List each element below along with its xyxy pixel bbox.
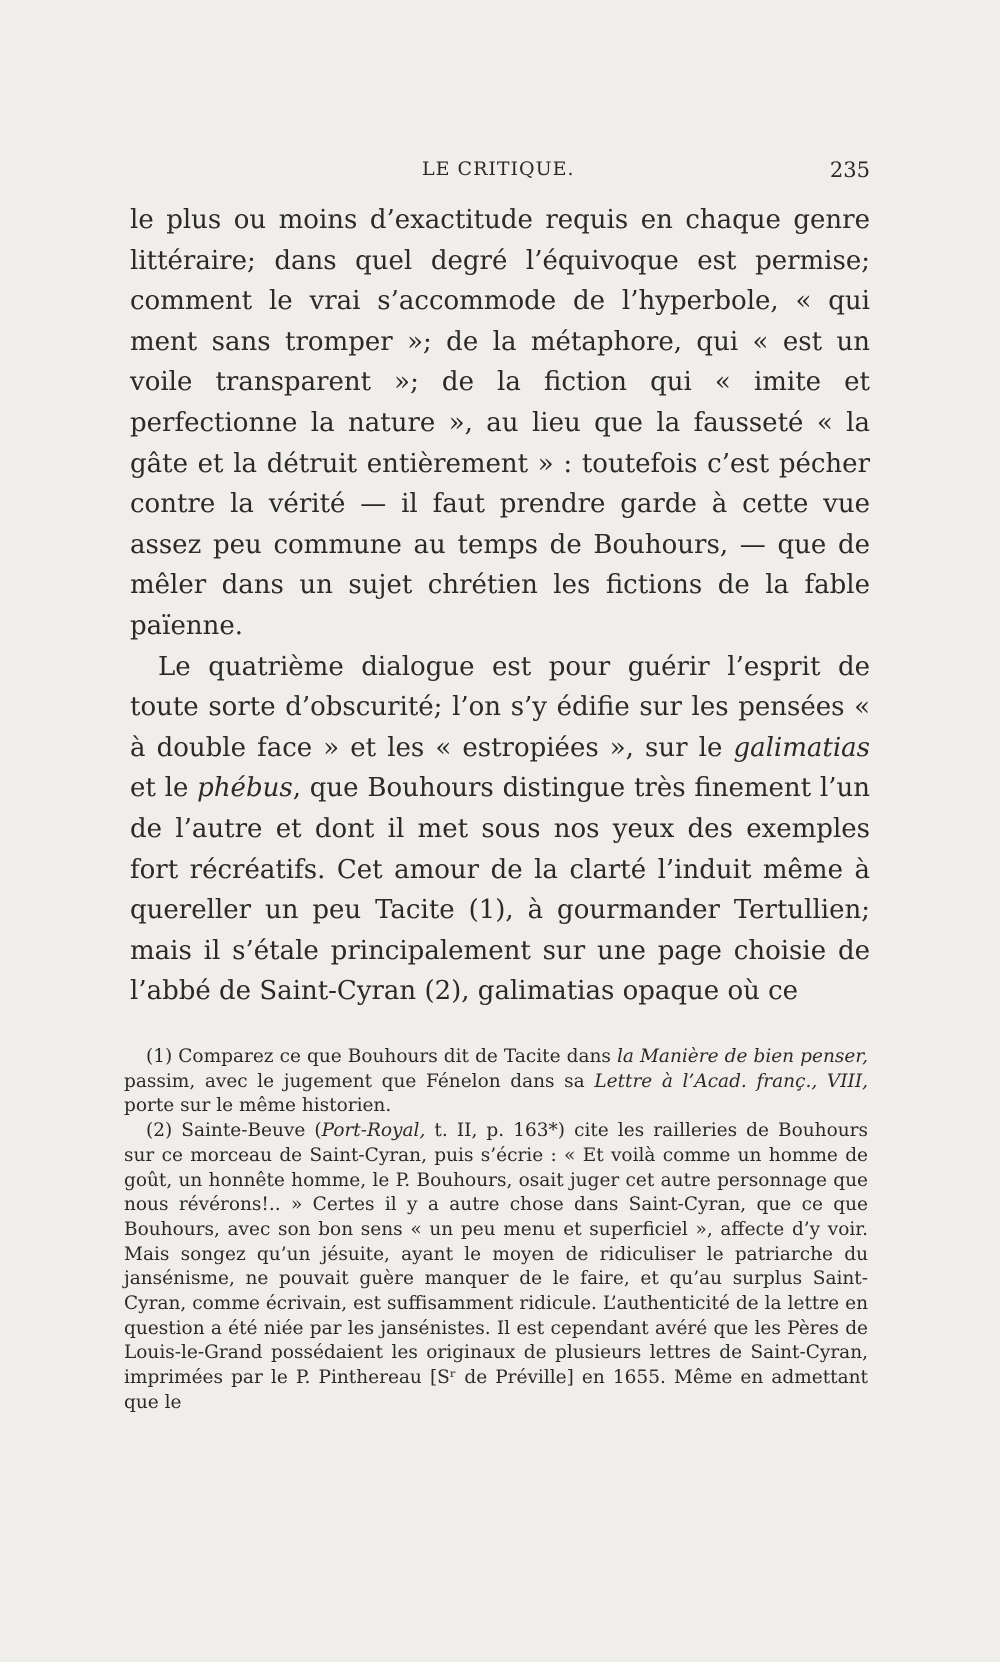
text-run: (2) Sainte-Beuve (	[146, 1120, 322, 1142]
text-run: , que Bouhours distingue très finement l’un de l’autre et dont il met sous nos yeux des exemples fort récréatifs. Cet amour de la clarté l’induit même à quereller un peu Tacite (1), à gourmander Tertullien; mais il s’étale principalement sur une page choisie de l’abbé de Saint-Cyran (2), galimatias opaque où ce	[130, 773, 870, 1007]
page-number: 235	[829, 158, 870, 182]
italic-term: phébus	[197, 773, 293, 804]
text-run: (1) Comparez ce que Bouhours dit de Tacite dans	[146, 1046, 617, 1067]
footnote-1	[124, 1045, 868, 1119]
text-run: Le quatrième dialogue est pour guérir l’esprit de toute sorte d’obscurité; l’on s’y édifie sur les pensées « à double face » et les « estropiées », sur le	[130, 651, 870, 763]
italic-title: Port-Royal,	[321, 1120, 426, 1142]
page-header	[130, 158, 870, 188]
text-run: et le	[130, 773, 198, 804]
footnotes	[124, 1045, 868, 1416]
italic-title: Lettre à l’Acad. franç., VIII,	[594, 1070, 869, 1092]
running-title: LE CRITIQUE.	[422, 158, 575, 180]
paragraph: le plus ou moins d’exactitude requis en chaque genre littéraire; dans quel degré l’équivoque est permise; comment le vrai s’accommode de l’hyperbole, « qui ment sans tromper »; de la métaphore, qui « est un voile transparent »; de la fiction qui « imite et perfectionne la nature », au lieu que la fausseté « la gâte et la détruit entièrement » : toutefois c’est pécher contre la vérité — il faut prendre garde à cette vue assez peu commune au temps de Bouhours, — que de mêler dans un sujet chrétien les fictions de la fable païenne.	[130, 205, 870, 641]
italic-term: galimatias	[733, 732, 870, 763]
text-run: porte sur le même historien.	[124, 1095, 392, 1117]
main-text	[130, 200, 870, 1012]
italic-title: la Manière de bien penser,	[616, 1046, 869, 1067]
text-run: passim, avec le jugement que Fénelon dans sa	[124, 1070, 595, 1092]
paragraph	[130, 647, 870, 1012]
text-run: t. II, p. 163*) cite les railleries de Bouhours sur ce morceau de Saint-Cyran, puis s’écrie : « Et voilà comme un homme de goût, un honnête homme, le P. Bouhours, osait juger cet autre personnage que nous révérons!.. » Certes il y a autre chose dans Saint-Cyran, que ce que Bouhours, avec son bon sens « un peu menu et superficiel », affecte d’y voir. Mais songez qu’un jésuite, ayant le moyen de ridiculiser le patriarche du jansénisme, ne pouvait guère manquer de le faire, et qu’au surplus Saint-Cyran, comme écrivain, est suffisamment ridicule. L’authenticité de la lettre en question a été niée par les jansénistes. Il est cependant avéré que les Pères de Louis-le-Grand possédaient les originaux de plusieurs lettres de Saint-Cyran, imprimées par le P. Pinthereau [Sʳ de Préville] en 1655. Même en admettant que le	[124, 1120, 868, 1413]
footnote-2	[124, 1119, 868, 1415]
